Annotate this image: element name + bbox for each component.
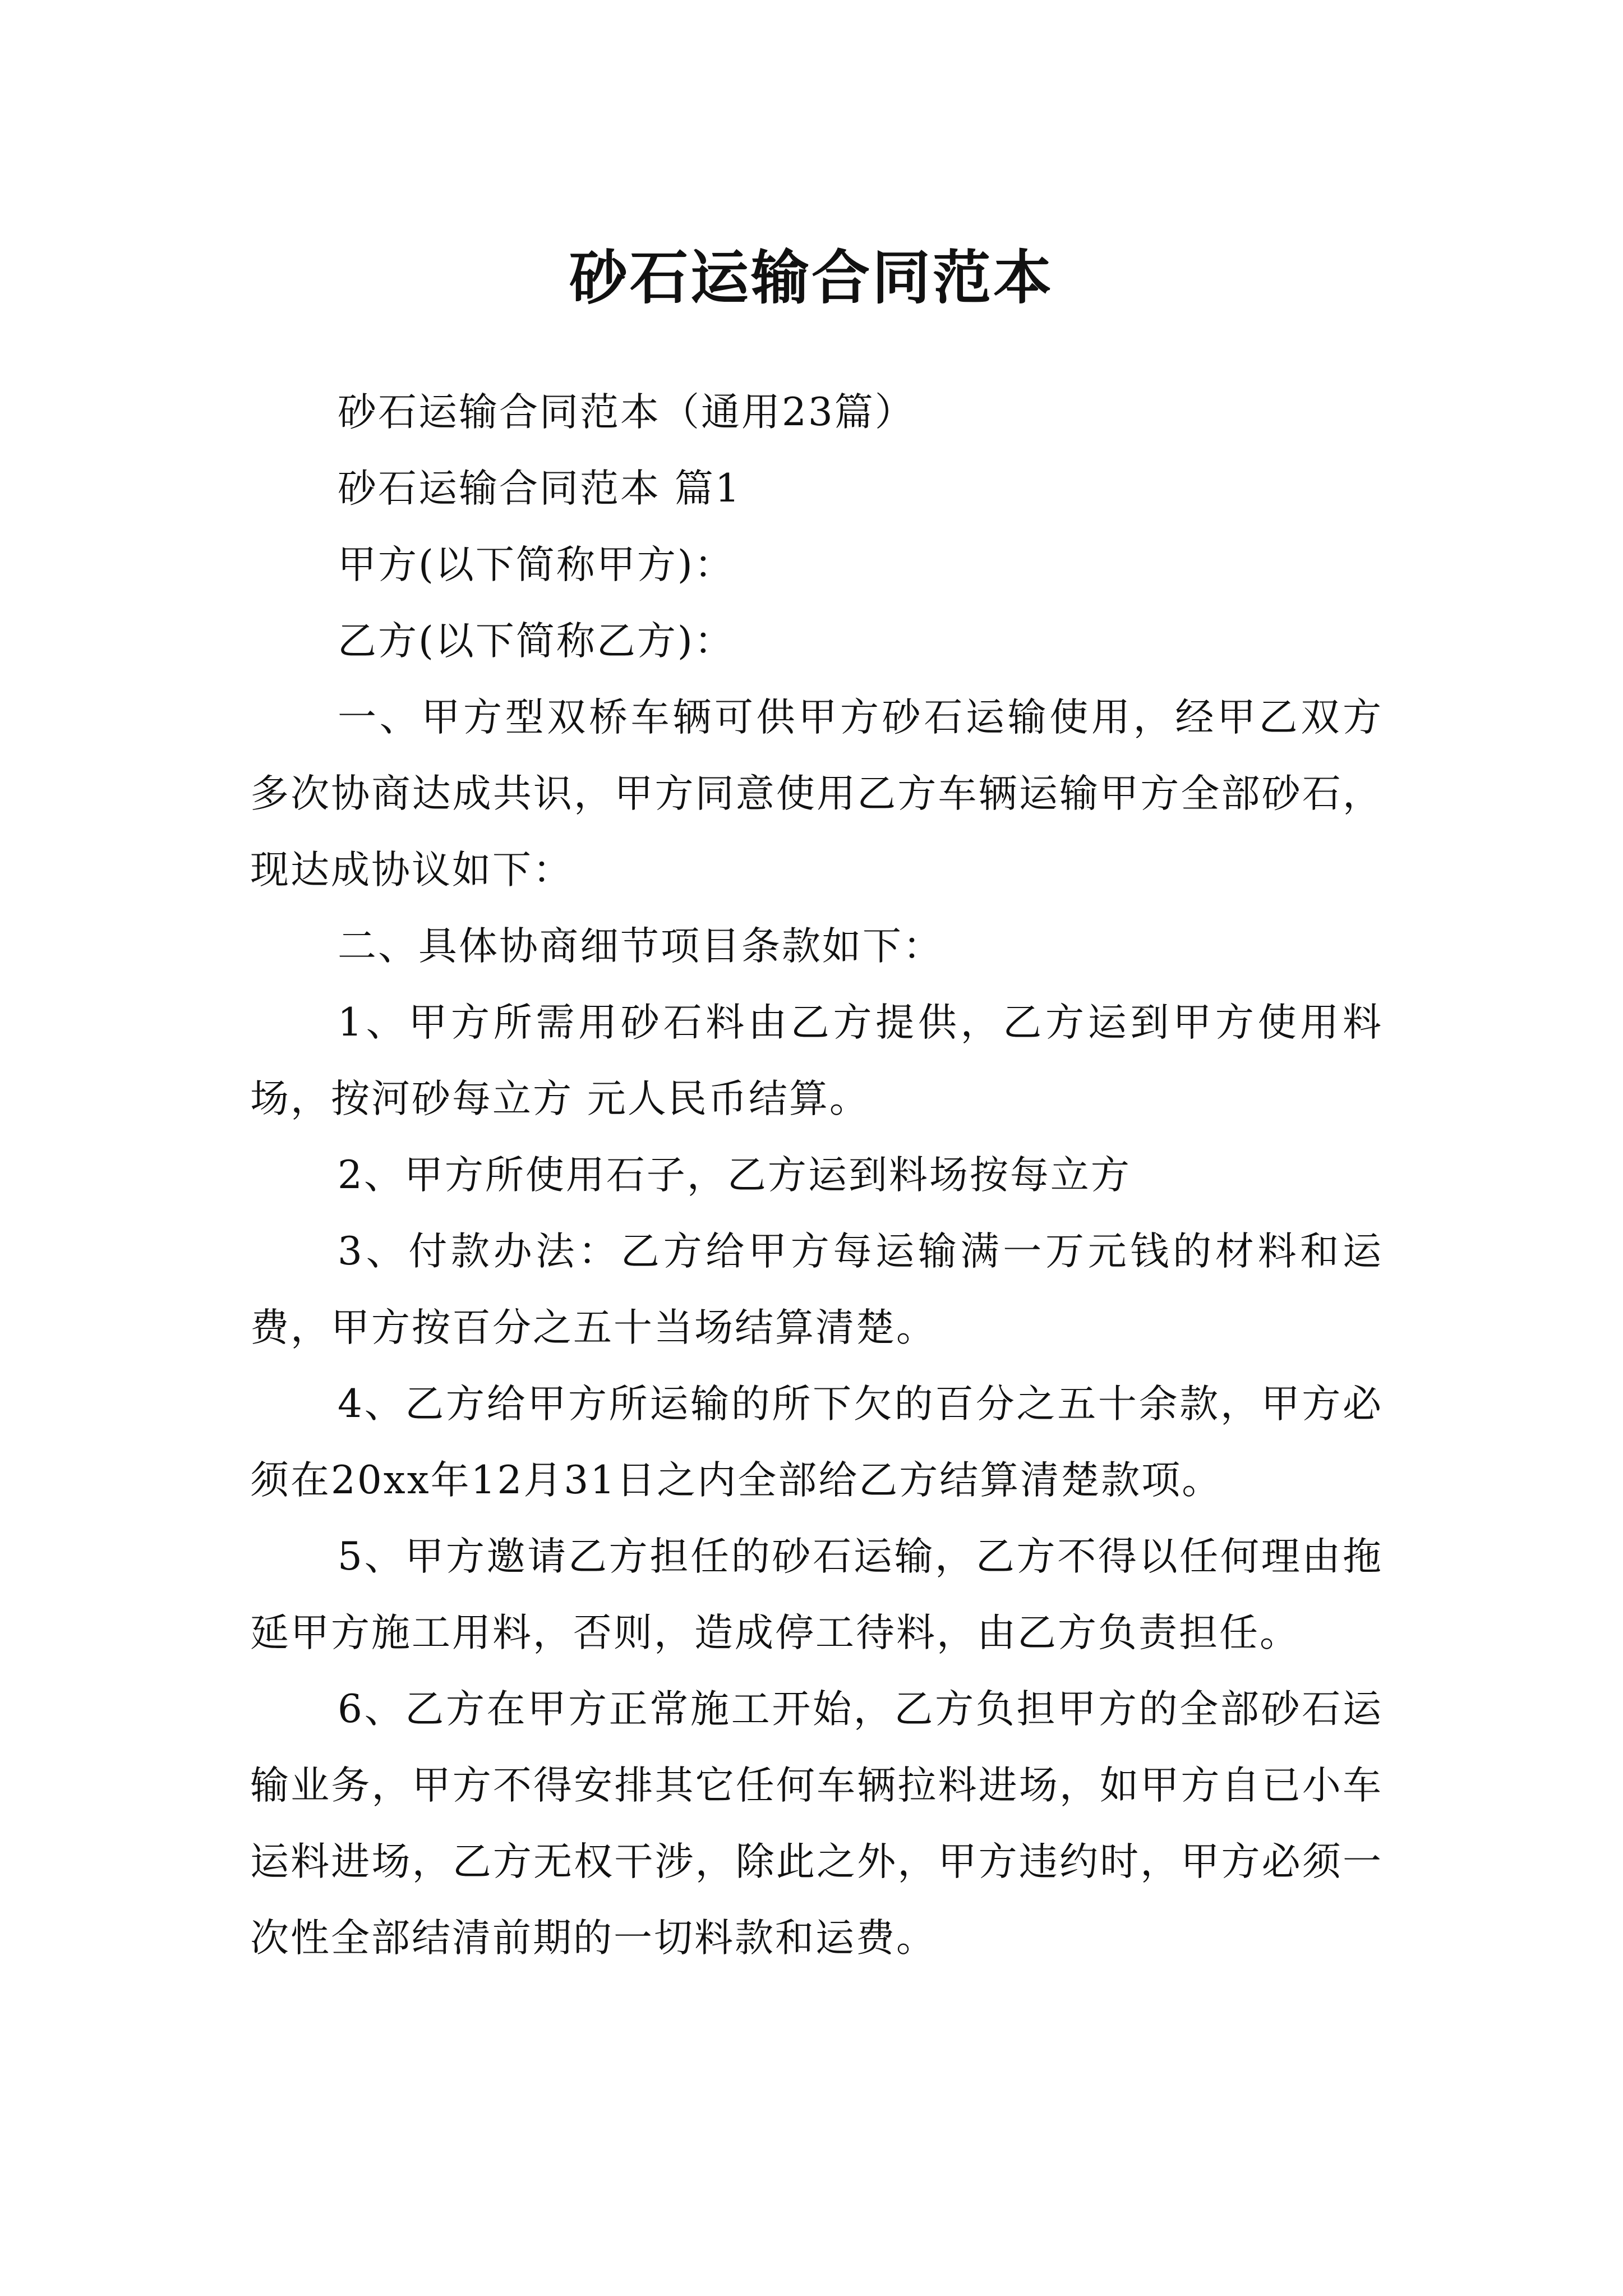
paragraph-section-title: 砂石运输合同范本 篇1 bbox=[338, 466, 741, 511]
paragraph-heading: 砂石运输合同范本（通用23篇） bbox=[338, 390, 915, 435]
paragraph-clause-1: 一、甲方型双桥车辆可供甲方砂石运输使用，经甲乙双方多次协商达成共识，甲方同意使用乙方车辆运输甲方全部砂石，现达成协议如下： bbox=[250, 695, 1383, 892]
paragraph-item-5: 5、甲方邀请乙方担任的砂石运输，乙方不得以任何理由拖延甲方施工用料，否则，造成停工待料，由乙方负责担任。 bbox=[250, 1534, 1383, 1655]
paragraph-item-1: 1、甲方所需用砂石料由乙方提供，乙方运到甲方使用料场，按河砂每立方 元人民币结算。 bbox=[250, 1000, 1383, 1121]
paragraph-clause-2: 二、具体协商细节项目条款如下： bbox=[338, 924, 943, 969]
paragraph-party-b: 乙方(以下简称乙方)： bbox=[338, 619, 735, 664]
document-body bbox=[250, 374, 1383, 1976]
paragraph-item-4: 4、乙方给甲方所运输的所下欠的百分之五十余款，甲方必须在20xx年12月31日之内全部给乙方结算清楚款项。 bbox=[250, 1382, 1383, 1503]
paragraph-item-2: 2、甲方所使用石子，乙方运到料场按每立方 bbox=[338, 1153, 1131, 1198]
paragraph-party-a: 甲方(以下简称甲方)： bbox=[338, 542, 735, 587]
document-title: 砂石运输合同范本 bbox=[569, 242, 1054, 312]
paragraph-item-3: 3、付款办法：乙方给甲方每运输满一万元钱的材料和运费，甲方按百分之五十当场结算清楚。 bbox=[250, 1229, 1383, 1350]
paragraph-item-6: 6、乙方在甲方正常施工开始，乙方负担甲方的全部砂石运输业务，甲方不得安排其它任何车辆拉料进场，如甲方自已小车运料进场，乙方无权干涉，除此之外，甲方违约时，甲方必须一次性全部结清前期的一切料款和运费。 bbox=[250, 1687, 1383, 1961]
